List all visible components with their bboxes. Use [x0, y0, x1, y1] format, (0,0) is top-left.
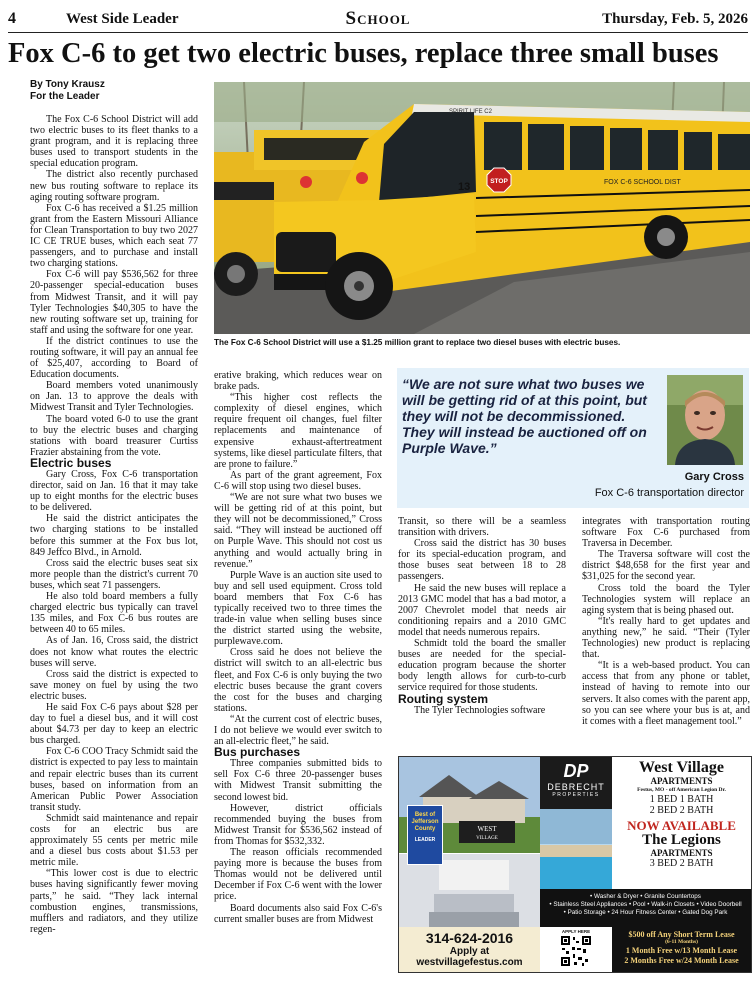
logo-sub: PROPERTIES: [552, 792, 600, 798]
promo-short-term: $500 off Any Short Term Lease: [628, 930, 735, 939]
paragraph: Purple Wave is an auction site used to buy and sell used equipment. Cross told board members that Fox C-6 has typically received two to three times the trade-in value when selling buses since the district started using the website, purplewave.com.: [214, 569, 382, 648]
paragraph: He also told board members a fully charged electric bus typically can travel 135 miles, and Fox C-6 bus routes are between 40 to 65 miles.: [30, 591, 198, 636]
complex2-subtitle: APARTMENTS: [650, 848, 713, 858]
paragraph: He said the new buses will replace a 2013 GMC model that has a bad motor, a 2007 Chevrolet model that needs air conditioning repairs and a 2010 GMC model that needs numerous repairs.: [398, 582, 566, 638]
ad-sign-line2: VILLAGE: [476, 836, 498, 841]
apartment-advertisement: [398, 756, 752, 973]
byline-role: For the Leader: [30, 91, 100, 102]
logo-mark: DP: [563, 761, 589, 781]
paragraph: “It is a web-based product. You can access that from any phone or tablet, instead of having to remote into our servers. It also comes with the parent app, so you can see where your bus is at, and it comes with a fleet management tool.”: [582, 660, 751, 727]
paragraph: The Fox C-6 School District will add two electric buses to its fleet thanks to a grant program, and it is replacing three buses used to transport students in the special education program.: [30, 114, 198, 170]
paragraph: “It's really hard to get updates and anything new,” he said. “Their (Tyler Technologies) new product is replacing that.: [582, 615, 750, 661]
paragraph: Cross said the district has 30 buses for its special-education program, and those buses seat between 18 to 28 passengers.: [398, 538, 566, 583]
paragraph: As part of the grant agreement, Fox C-6 will stop using two diesel buses.: [214, 469, 382, 492]
headshot-illustration: [667, 375, 743, 465]
pull-quote: [397, 368, 749, 508]
paragraph: The Tyler Technologies software: [414, 704, 546, 716]
pull-quote-role: Fox C-6 transportation director: [594, 487, 744, 499]
paragraph: If the district continues to use the routing software, it will pay an annual fee of $25,407, according to Board of Education documents.: [30, 335, 198, 381]
paragraph: The board voted 6-0 to use the grant to buy the electric buses and charging stations with board treasurer Curtiss Frazier abstaining from the vote.: [30, 413, 198, 458]
best-of-badge: [407, 805, 443, 865]
paragraph: Board documents also said Fox C-6's current smaller buses are from Midwest: [214, 902, 382, 925]
complex1-unit-2: 2 BED 2 BATH: [649, 805, 714, 816]
paragraph: The district also recently purchased new bus routing software to replace its aging routing software program.: [30, 169, 198, 203]
paragraph: Fox C-6 has received a $1.25 million grant from the Eastern Missouri Alliance for Clean Transportation to buy two 2027 IC CE TRUE buses, which each seat 77 passengers, and to purchase and install two charging stations.: [30, 202, 198, 270]
paragraph: Cross said he does not believe the district will switch to an all-electric bus fleet, and Fox C-6 is only buying the two electric buses because the grant covers the cost for the buses and charging stations.: [214, 647, 382, 714]
promo-24-month: 2 Months Free w/24 Month Lease: [624, 956, 739, 965]
pull-quote-text: “We are not sure what two buses we will be getting rid of at this point, but they will not be decommissioned. They will instead be auctioned off on Purple Wave.”: [402, 376, 647, 456]
complex2-unit: 3 BED 2 BATH: [649, 858, 714, 869]
ad-sign-line1: WEST: [477, 825, 497, 833]
ad-phone[interactable]: 314-624-2016: [425, 930, 514, 946]
promo-panel: [612, 927, 751, 972]
paragraph: He said the district anticipates the two charging stations to be installed before this summer at the Fox bus lot, 849 Jeffco Blvd., in Arnold.: [30, 513, 198, 558]
paragraph: Board members voted unanimously on Jan. 13 to approve the deals with Midwest Transit and Tyler Technologies.: [30, 380, 198, 414]
debrecht-logo: [540, 757, 612, 809]
paragraph: As of Jan. 16, Cross said, the district does not know what routes the electric buses will serve.: [30, 635, 198, 669]
promo-13-month: 1 Month Free w/13 Month Lease: [625, 946, 738, 955]
paragraph: “We are not sure what two buses we will be getting rid of at this point, but they will not be decommissioned,” Cross said. “They will instead be auctioned off on Purple Wave. This should not cost us anything and would actually bring in revenue.”: [214, 492, 382, 570]
subhead-routing-system: Routing system: [398, 691, 489, 706]
paragraph: However, district officials recommended buying the buses from Midwest Transit for $536,562 instead of from Thomas for $532,332.: [214, 802, 382, 847]
paragraph: “This lower cost is due to electric buses having significantly fewer moving parts,” he said. “They lack internal combustion engines, transmissions, mufflers and radiators, and they utilize regen-: [30, 868, 198, 935]
paragraph: The reason officials recommended paying more is because the buses from Thomas would not be delivered until December if Fox C-6 went with the lower price.: [214, 847, 382, 903]
now-available-label: NOW AVAILABLE: [627, 818, 736, 833]
ad-location: Festus, MO - off American Legion Dr.: [637, 787, 726, 793]
article-column-3: [398, 516, 566, 716]
paragraph: Schmidt told the board the smaller buses are needed for the special-education program because the shorter body length allows for curb-to-curb service required for those students.: [398, 638, 566, 694]
bus-photo: [214, 82, 750, 334]
bus-number-text: 13: [458, 181, 471, 193]
complex1-unit-1: 1 BED 1 BATH: [649, 794, 714, 805]
issue-date: Thursday, Feb. 5, 2026: [602, 11, 748, 27]
complex2-name: The Legions: [642, 832, 721, 848]
headshot-photo: [667, 375, 743, 465]
ad-contact-panel: [399, 927, 540, 972]
section-name: School: [345, 8, 411, 29]
page-folio: [8, 6, 748, 33]
subhead-electric-buses: Electric buses: [30, 455, 112, 470]
article-column-4: [582, 516, 750, 727]
pool-illustration: [540, 809, 612, 889]
logo-name: DEBRECHT: [547, 782, 605, 792]
article-headline: Fox C-6 to get two electric buses, replace three small buses: [8, 38, 719, 69]
badge-top-text: Best of Jefferson County: [411, 812, 439, 832]
amenities-line-3: • Patio Storage • 24 Hour Fitness Center • Gated Dog Park: [563, 909, 728, 916]
paragraph: “This higher cost reflects the complexity of diesel engines, which require frequent oil changes, fuel filter replacements and maintenance of expensive exhaust-aftertreatment systems, like diesel particulate filters, that are prone to failure.”: [214, 392, 383, 470]
paragraph: Cross said the district is expected to save money on fuel by using the two electric buses.: [30, 668, 198, 702]
paragraph: “At the current cost of electric buses, I do not believe we would ever switch to an all-electric fleet,” he said.: [214, 713, 382, 748]
paragraph: Fox C-6 COO Tracy Schmidt said the district is expected to pay less to maintain and repair electric buses than its current buses, based on information from an American Public Power Association transit study.: [30, 746, 198, 813]
stop-sign-text: STOP: [490, 178, 508, 185]
paper-name: West Side Leader: [66, 11, 179, 27]
paragraph: integrates with transportation routing software Fox C-6 purchased from Traversa in December.: [582, 516, 750, 550]
ad-apply-label: Apply at: [449, 946, 490, 957]
page-number: 4: [8, 10, 16, 27]
complex1-name: West Village: [639, 759, 724, 776]
paragraph: He said Fox C-6 pays about $28 per day to fuel a diesel bus, and it will cost about $4.73 per day to keep an electric bus charged.: [30, 701, 198, 747]
paragraph: The Traversa software will cost the district $48,658 for the first year and $31,025 for the second year.: [582, 549, 750, 583]
paragraph: Gary Cross, Fox C-6 transportation director, said on Jan. 16 that it may take up to eight months for the electric buses to be delivered.: [30, 469, 198, 514]
pull-quote-name: Gary Cross: [684, 471, 744, 483]
byline: [30, 79, 105, 103]
promo-short-term-sub: (6-11 Months): [665, 939, 698, 945]
bus-header-text: SPIRIT LIFE C2: [449, 109, 492, 115]
complex1-subtitle: APARTMENTS: [650, 776, 713, 786]
bus-side-text: FOX C-6 SCHOOL DIST: [604, 179, 681, 186]
article-column-1: [30, 114, 198, 935]
paragraph: erative braking, which reduces wear on brake pads.: [214, 370, 382, 393]
paragraph: Fox C-6 will pay $536,562 for three 20-passenger special-education buses from Midwest Transit, and it will pay Tyler Technologies $40,305 to have the new routing software set up, training for staff and using the software for one year.: [30, 269, 198, 336]
amenities-line-2: • Stainless Steel Appliances • Pool • Walk-in Closets • Video Doorbell: [549, 901, 742, 908]
bus-photo-illustration: [214, 82, 750, 334]
paragraph: Schmidt said maintenance and repair costs for an electric bus are approximately 55 cents per metric mile and a diesel bus costs about $1.53 per metric mile.: [30, 812, 198, 869]
qr-panel: [540, 927, 612, 972]
paragraph: Transit, so there will be a seamless transition with drivers.: [398, 516, 566, 539]
qr-label: APPLY HERE: [561, 929, 591, 934]
article-column-2: [214, 370, 382, 925]
paragraph: Cross told the board the Tyler Technologies system will replace an aging system that is being phased out.: [582, 582, 750, 616]
qr-code-icon[interactable]: [560, 935, 592, 967]
amenities-line-1: • Washer & Dryer • Granite Countertops: [590, 893, 701, 900]
paragraph: Cross said the electric buses seat six more people than the district's current 70 buses, which seat 71 passengers.: [30, 557, 198, 591]
ad-photo-pool: [540, 809, 612, 889]
subhead-bus-purchases: Bus purchases: [214, 745, 301, 760]
byline-author: By Tony Krausz: [30, 79, 105, 90]
paragraph: Three companies submitted bids to sell Fox C-6 three 20-passenger buses with Midwest Transit submitting the second lowest bid.: [214, 758, 382, 803]
badge-bottom-text: LEADER: [414, 837, 436, 843]
photo-caption: The Fox C-6 School District will use a $1.25 million grant to replace two diesel buses with electric buses.: [214, 338, 621, 347]
ad-website[interactable]: westvillagefestus.com: [416, 957, 523, 968]
